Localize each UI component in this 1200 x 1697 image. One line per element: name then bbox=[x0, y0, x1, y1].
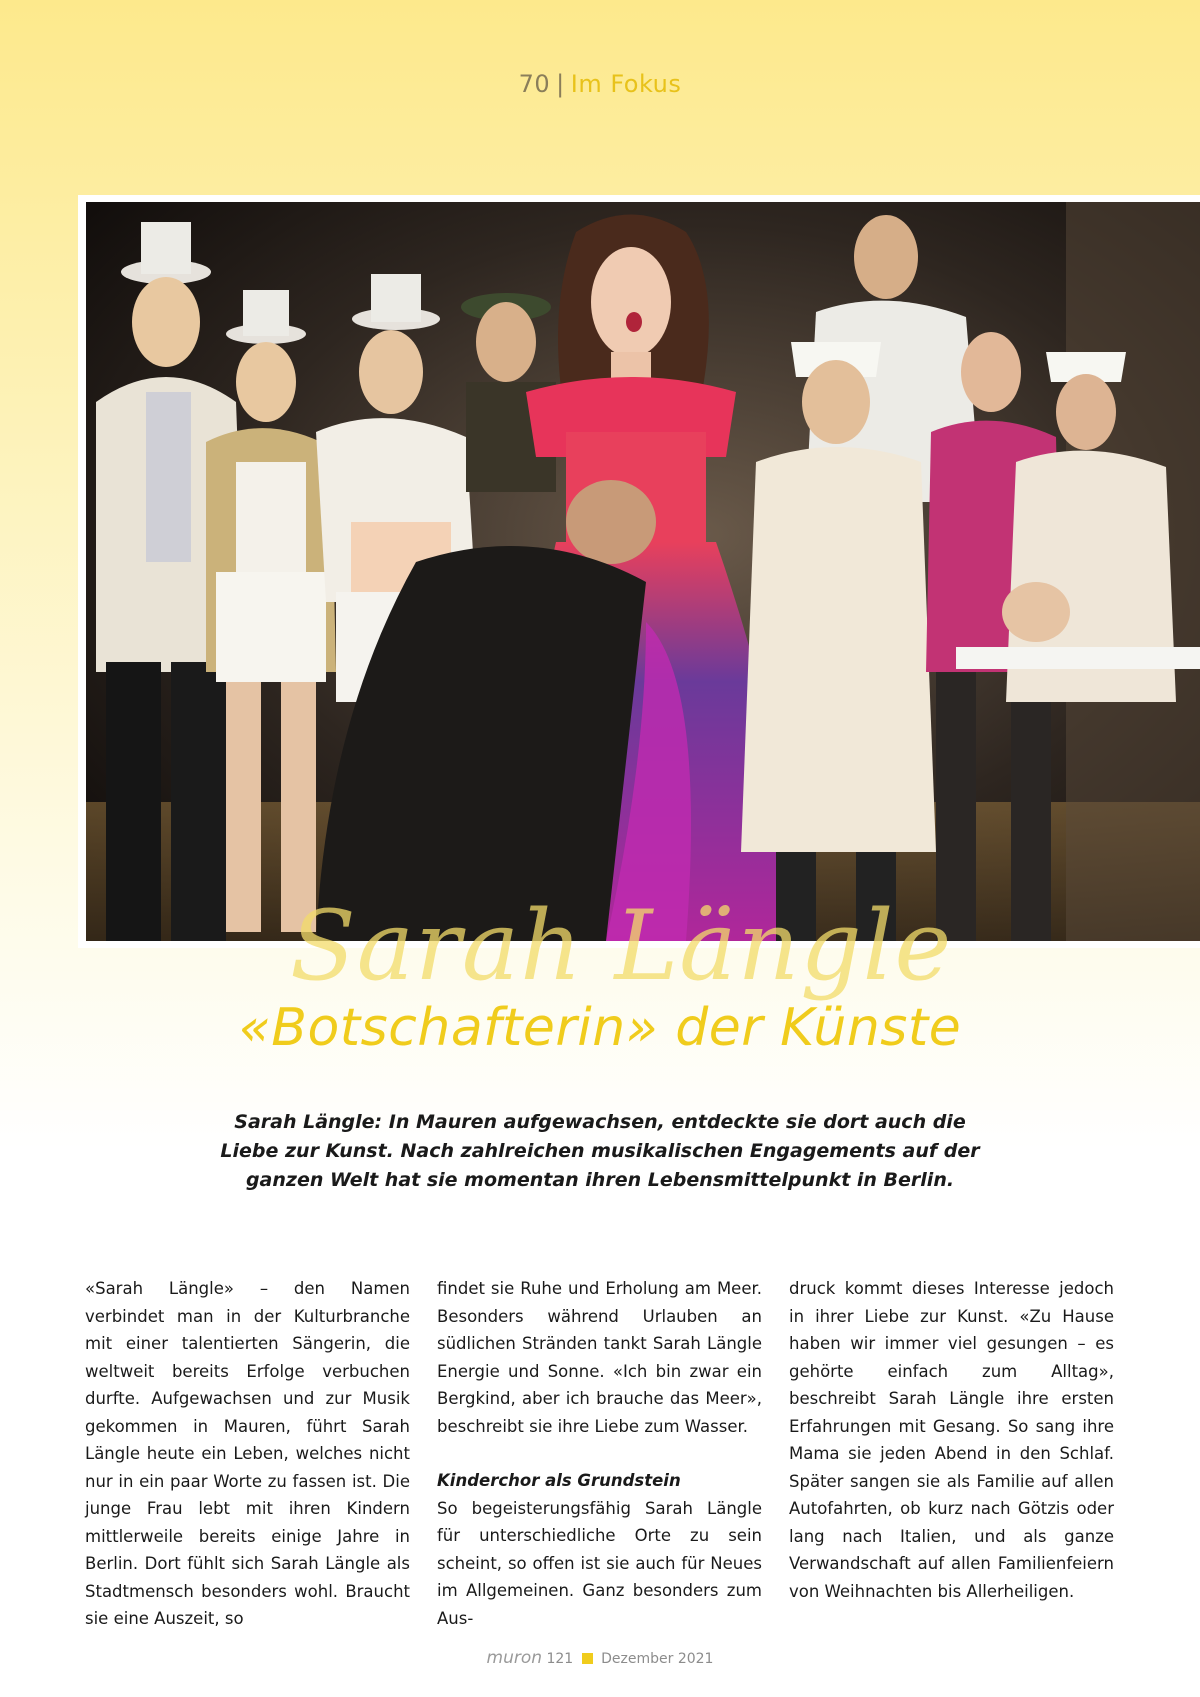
paragraph: So begeisterungsfähig Sarah Längle für unterschiedliche Orte zu sein scheint, so offen ist sie auch für Neues im Allgemeinen. Ganz besonders zum Aus- bbox=[437, 1498, 762, 1628]
header-separator: | bbox=[556, 70, 565, 98]
text-column-2 bbox=[437, 1275, 762, 1632]
page-header bbox=[0, 70, 1200, 98]
issue-date: Dezember 2021 bbox=[601, 1651, 714, 1667]
page-footer bbox=[0, 1648, 1200, 1668]
text-column-1 bbox=[85, 1275, 410, 1633]
magazine-brand: muron bbox=[486, 1648, 543, 1668]
paragraph: «Sarah Längle» – den Namen verbindet man in der Kulturbranche mit einer talentierten Sängerin, die weltweit bereits Erfolge verbuchen durfte. Aufgewachsen und zur Musik gekommen in Mauren, führt Sarah Längle heute ein Leben, welches nicht nur in ein paar Worte zu fassen ist. Die junge Frau lebt mit ihren Kindern mittlerweile bereits einige Jahre in Berlin. Dort fühlt sich Sarah Längle als Stadtmensch besonders wohl. Braucht sie eine Auszeit, so bbox=[85, 1279, 410, 1628]
paragraph: druck kommt dieses Interesse jedoch in ihrer Liebe zur Kunst. «Zu Hause haben wir immer viel gesungen – es gehörte einfach zum Alltag», beschreibt Sarah Längle ihre ersten Erfahrungen mit Gesang. So sang ihre Mama sie jeden Abend in den Schlaf. Später sangen sie als Familie auf allen Autofahrten, ob kurz nach Götzis oder lang nach Italien, und als ganze Verwandschaft auf allen Familienfeiern von Weihnachten bis Allerheiligen. bbox=[789, 1279, 1114, 1601]
stage-performance-photo bbox=[86, 202, 1200, 941]
subheading: Kinderchor als Grundstein bbox=[437, 1471, 681, 1490]
article-title: «Botschafterin» der Künste bbox=[238, 998, 962, 1058]
text-column-3 bbox=[789, 1275, 1114, 1605]
square-bullet-icon bbox=[582, 1653, 593, 1664]
script-name-decoration: Sarah Längle bbox=[290, 890, 953, 1002]
article-lead: Sarah Längle: In Mauren aufgewachsen, entdeckte sie dort auch die Liebe zur Kunst. Nach zahlreichen musikalischen Engagements auf der ganzen Welt hat sie momentan ihren Lebensmittelpunkt in Berlin. bbox=[220, 1111, 980, 1191]
issue-number: 121 bbox=[546, 1651, 574, 1667]
paragraph: findet sie Ruhe und Erholung am Meer. Besonders während Urlauben an südlichen Stränden tankt Sarah Längle Energie und Sonne. «Ich bin zwar ein Bergkind, aber ich brauche das Meer», beschreibt sie ihre Liebe zum Wasser. bbox=[437, 1279, 762, 1436]
page-number: 70 bbox=[518, 70, 551, 98]
section-name: Im Fokus bbox=[570, 70, 682, 98]
